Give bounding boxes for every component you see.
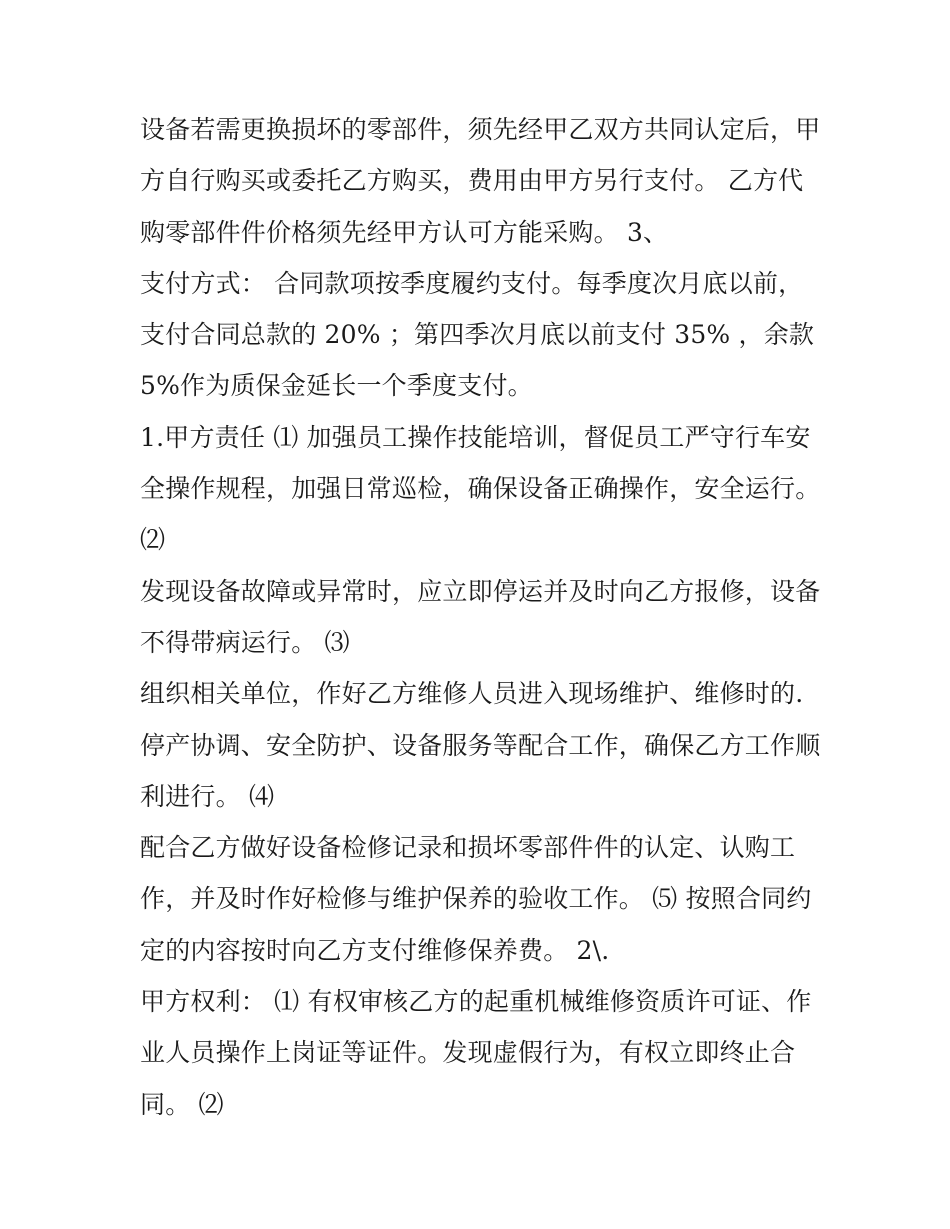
text-line-14: 利进行。 ⑷ — [140, 781, 275, 811]
text-line-15: 配合乙方做好设备检修记录和损坏零部件件的认定、认购工 — [140, 833, 796, 863]
text-line-2: 方自行购买或委托乙方购买，费用由甲方另行支付。 乙方代 — [140, 166, 804, 196]
text-line-18: 甲方权利： ⑴ 有权审核乙方的起重机械维修资质许可证、作 — [140, 987, 812, 1017]
text-line-1: 设备若需更换损坏的零部件，须先经甲乙双方共同认定后，甲 — [140, 115, 821, 144]
text-line-8: 全操作规程，加强日常巡检，确保设备正确操作，安全运行。 — [140, 474, 821, 504]
text-line-19: 业人员操作上岗证等证件。发现虚假行为，有权立即终止合 — [140, 1038, 796, 1068]
text-line-16: 作，并及时作好检修与维护保养的验收工作。 ⑸ 按照合同约 — [140, 884, 812, 914]
text-line-3: 购零部件件价格须先经甲方认可方能采购。 3、 — [140, 217, 669, 247]
text-line-5: 支付合同总款的 20% ；第四季次月底以前支付 35% ，余款 — [140, 320, 815, 350]
text-line-4: 支付方式： 合同款项按季度履约支付。每季度次月底以前， — [140, 268, 804, 298]
text-line-17: 定的内容按时向乙方支付维修保养费。 2\. — [140, 935, 610, 965]
text-line-10: 发现设备故障或异常时，应立即停运并及时向乙方报修，设备 — [140, 576, 821, 606]
document-body — [140, 104, 820, 1130]
text-line-9: ⑵ — [140, 525, 166, 555]
text-line-13: 停产协调、安全防护、设备服务等配合工作，确保乙方工作顺 — [140, 730, 821, 760]
text-line-11: 不得带病运行。 ⑶ — [140, 627, 350, 657]
text-line-7: 1.甲方责任 ⑴ 加强员工操作技能培训，督促员工严守行车安 — [140, 422, 811, 452]
text-line-20: 同。 ⑵ — [140, 1089, 224, 1119]
text-line-6: 5%作为质保金延长一个季度支付。 — [140, 371, 533, 401]
text-line-12: 组织相关单位，作好乙方维修人员进入现场维护、维修时的. — [140, 679, 804, 709]
